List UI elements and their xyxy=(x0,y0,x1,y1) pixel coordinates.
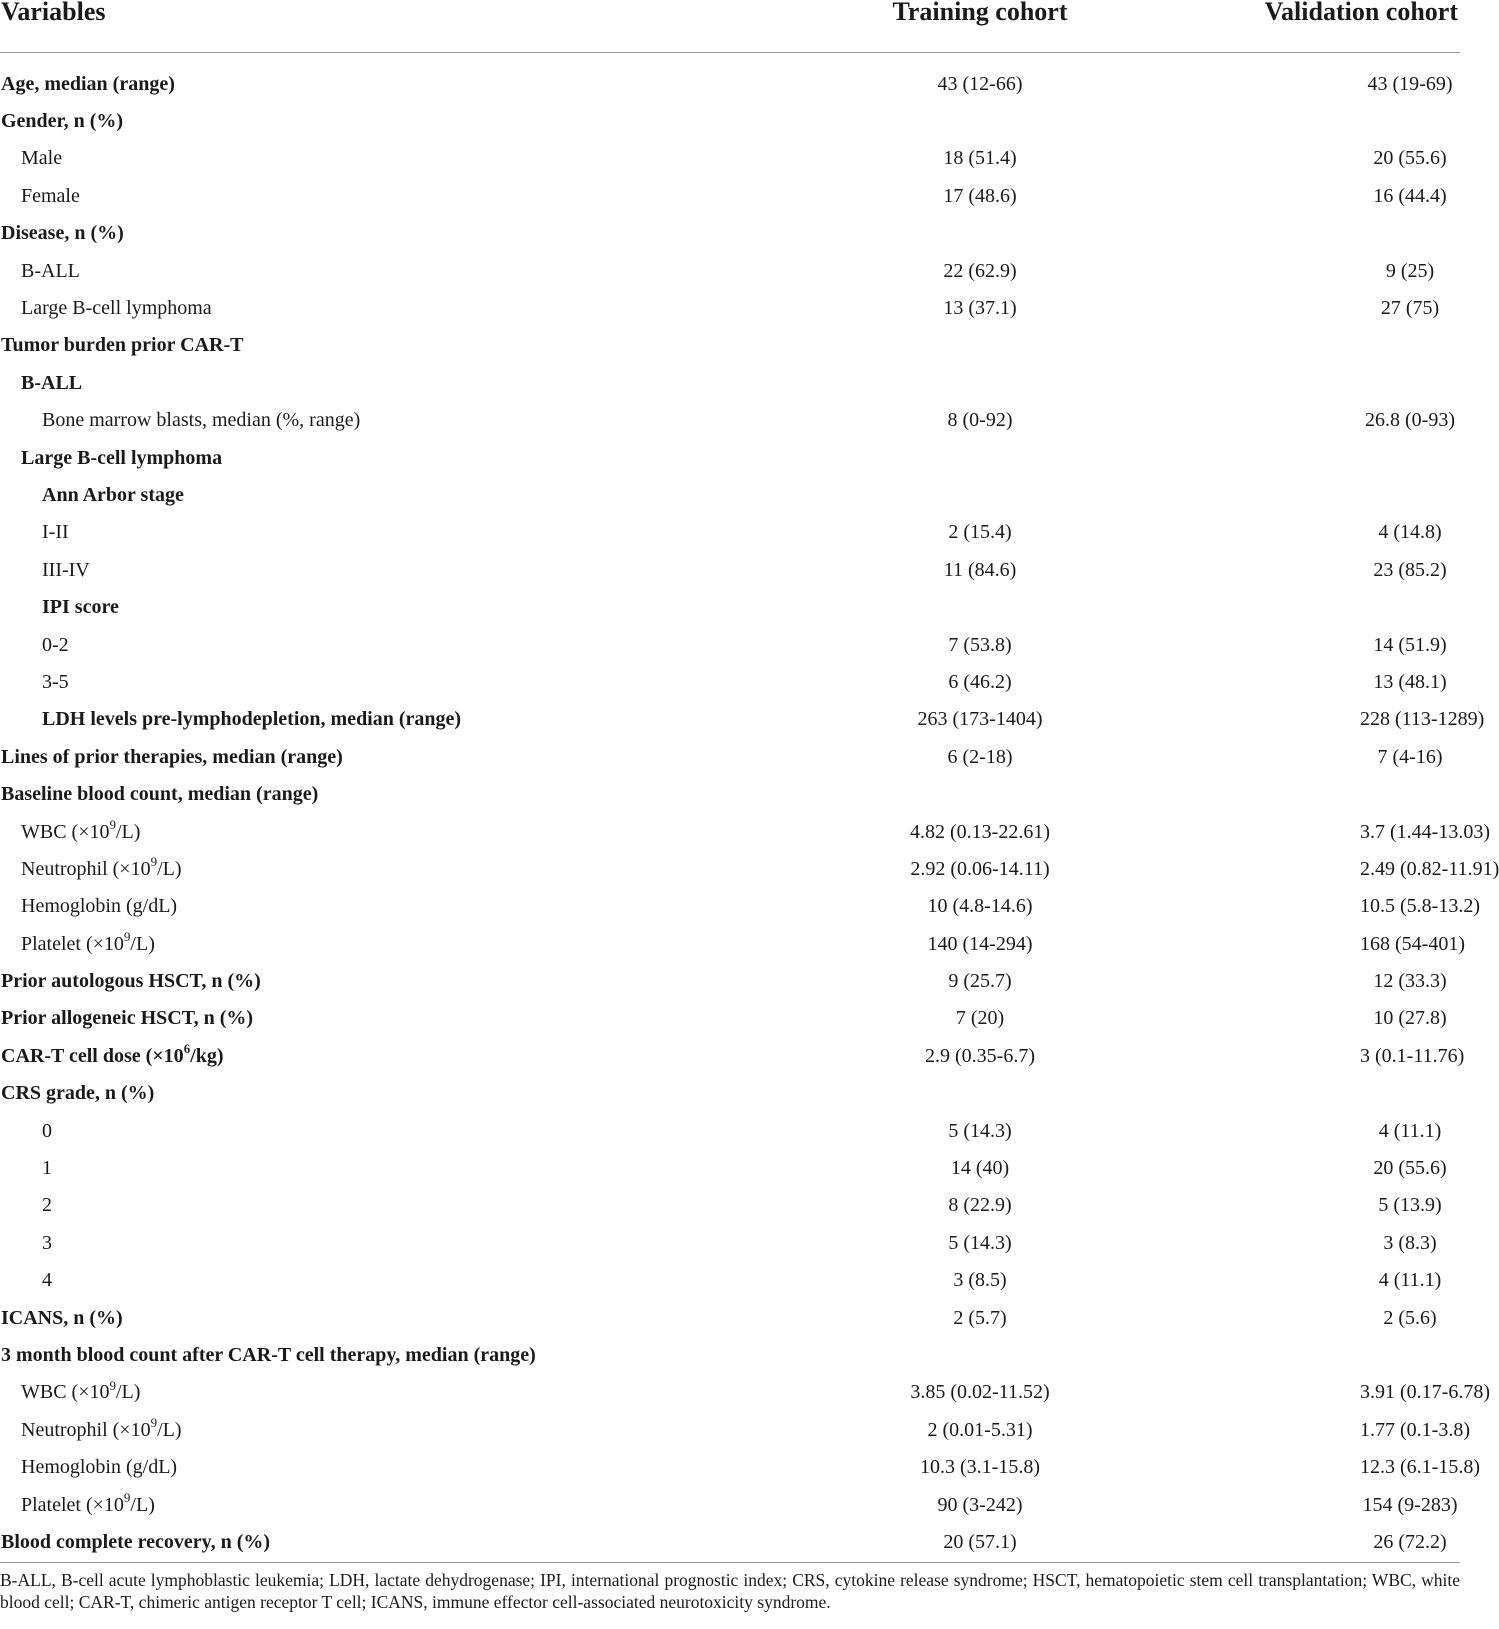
row-label-text: I-II xyxy=(42,521,69,544)
validation-cohort-value: 154 (9-283) xyxy=(1362,1493,1458,1516)
table-row xyxy=(0,1486,1460,1523)
row-label-text: Blood complete recovery, n (%) xyxy=(1,1530,271,1553)
row-label xyxy=(0,588,720,625)
row-label-suffix: /L) xyxy=(130,932,155,955)
row-label-superscript: 9 xyxy=(150,854,158,870)
row-label xyxy=(0,177,720,214)
row-label xyxy=(0,215,720,252)
training-cohort-value: 7 (20) xyxy=(955,1007,1005,1030)
validation-cohort-value: 43 (19-69) xyxy=(1367,72,1453,95)
table-row xyxy=(0,1374,1460,1411)
row-label xyxy=(0,140,720,177)
row-label-text: WBC (×10 xyxy=(21,820,110,843)
row-label xyxy=(0,252,720,289)
table-row xyxy=(0,1000,1460,1037)
table-row xyxy=(0,252,1460,289)
row-label xyxy=(0,1336,720,1373)
validation-cohort-value xyxy=(1090,327,1460,364)
validation-cohort-value xyxy=(1090,476,1460,513)
row-label xyxy=(0,551,720,588)
training-cohort-value: 11 (84.6) xyxy=(943,558,1017,581)
table-row xyxy=(0,925,1460,962)
validation-cohort-value: 20 (55.6) xyxy=(1373,1157,1447,1180)
table-row xyxy=(0,1336,1460,1373)
row-label-text: WBC (×10 xyxy=(21,1381,110,1404)
training-cohort-value: 3 (8.5) xyxy=(953,1269,1007,1292)
row-label xyxy=(0,663,720,700)
validation-cohort-value xyxy=(1090,215,1460,252)
validation-cohort-value xyxy=(1090,439,1460,476)
validation-cohort-value xyxy=(1090,775,1460,812)
training-cohort-value: 22 (62.9) xyxy=(943,259,1017,282)
table-row xyxy=(0,364,1460,401)
validation-cohort-value: 4 (11.1) xyxy=(1378,1119,1442,1142)
training-cohort-value: 263 (173-1404) xyxy=(917,708,1043,731)
row-label-text: 3 xyxy=(42,1231,52,1254)
row-label-text: Platelet (×10 xyxy=(21,1493,124,1516)
row-label-suffix: /kg) xyxy=(190,1044,224,1067)
table-row xyxy=(0,962,1460,999)
training-cohort-value xyxy=(720,1075,1090,1112)
validation-cohort-value: 23 (85.2) xyxy=(1373,558,1447,581)
table-row xyxy=(0,1149,1460,1186)
row-label xyxy=(0,289,720,326)
row-label xyxy=(0,1523,720,1560)
training-cohort-value: 18 (51.4) xyxy=(943,147,1017,170)
row-label xyxy=(0,1262,720,1299)
row-label xyxy=(0,1374,720,1411)
row-label xyxy=(0,1112,720,1149)
row-label-text: Hemoglobin (g/dL) xyxy=(21,1456,178,1479)
row-label-text: Gender, n (%) xyxy=(1,110,124,133)
validation-cohort-value: 12 (33.3) xyxy=(1373,970,1447,993)
validation-cohort-value: 228 (113-1289) xyxy=(1360,708,1485,731)
table-row xyxy=(0,1224,1460,1261)
training-cohort-value: 6 (46.2) xyxy=(948,670,1012,693)
table-row xyxy=(0,663,1460,700)
row-label-text: Prior allogeneic HSCT, n (%) xyxy=(1,1007,254,1030)
row-label-text: Hemoglobin (g/dL) xyxy=(21,895,178,918)
header-validation-cohort: Validation cohort xyxy=(1090,0,1460,53)
table-row xyxy=(0,738,1460,775)
table-row xyxy=(0,140,1460,177)
row-label xyxy=(0,1224,720,1261)
training-cohort-value: 43 (12-66) xyxy=(937,72,1023,95)
validation-cohort-value: 14 (51.9) xyxy=(1373,633,1447,656)
row-label xyxy=(0,888,720,925)
row-label-suffix: /L) xyxy=(130,1493,155,1516)
row-label-superscript: 9 xyxy=(123,929,131,945)
table-row xyxy=(0,813,1460,850)
validation-cohort-value: 20 (55.6) xyxy=(1373,147,1447,170)
row-label-text: Female xyxy=(21,184,80,207)
table-row xyxy=(0,1448,1460,1485)
table-row xyxy=(0,1112,1460,1149)
row-label-text: Platelet (×10 xyxy=(21,932,124,955)
validation-cohort-value: 1.77 (0.1-3.8) xyxy=(1360,1418,1470,1441)
training-cohort-value xyxy=(720,102,1090,139)
row-label xyxy=(0,962,720,999)
validation-cohort-value: 2 (5.6) xyxy=(1383,1306,1437,1329)
row-label xyxy=(0,53,720,103)
training-cohort-value xyxy=(720,215,1090,252)
validation-cohort-value xyxy=(1090,1075,1460,1112)
table-row xyxy=(0,289,1460,326)
table-row xyxy=(0,327,1460,364)
table-row xyxy=(0,588,1460,625)
row-label-text: 3-5 xyxy=(42,670,69,693)
row-label xyxy=(0,1000,720,1037)
training-cohort-value: 2 (15.4) xyxy=(948,521,1012,544)
table-row xyxy=(0,215,1460,252)
table-body xyxy=(0,53,1499,1561)
validation-cohort-value xyxy=(1090,588,1460,625)
table-row xyxy=(0,626,1460,663)
row-label-text: CAR-T cell dose (×10 xyxy=(1,1044,184,1067)
table-row xyxy=(0,850,1460,887)
training-cohort-value: 10.3 (3.1-15.8) xyxy=(920,1456,1040,1479)
validation-cohort-value: 12.3 (6.1-15.8) xyxy=(1360,1456,1480,1479)
table-footnote: B-ALL, B-cell acute lymphoblastic leukemia; LDH, lactate dehydrogenase; IPI, international prognostic index; CRS, cytokine release syndrome; HSCT, hematopoietic stem cell transplantation; WBC, white blood cell; CAR-T, chimeric antigen receptor T cell; ICANS, immune effector cell-associated neurotoxicity syndrome. xyxy=(0,1562,1460,1613)
training-cohort-value: 5 (14.3) xyxy=(948,1231,1012,1254)
header-training-cohort: Training cohort xyxy=(720,0,1090,53)
row-label-text: IPI score xyxy=(42,596,119,619)
table-row xyxy=(0,1075,1460,1112)
validation-cohort-value: 10 (27.8) xyxy=(1373,1007,1447,1030)
row-label-text: Neutrophil (×10 xyxy=(21,857,151,880)
training-cohort-value: 2.9 (0.35-6.7) xyxy=(925,1044,1035,1067)
row-label xyxy=(0,738,720,775)
row-label xyxy=(0,1411,720,1448)
row-label xyxy=(0,327,720,364)
training-cohort-value: 140 (14-294) xyxy=(927,932,1033,955)
row-label-superscript: 9 xyxy=(123,1489,131,1505)
row-label xyxy=(0,364,720,401)
row-label-text: Prior autologous HSCT, n (%) xyxy=(1,970,261,993)
training-cohort-value xyxy=(720,439,1090,476)
row-label xyxy=(0,775,720,812)
header-variables: Variables xyxy=(0,0,720,53)
table-row xyxy=(0,551,1460,588)
table-row xyxy=(0,1037,1460,1074)
validation-cohort-value: 3.91 (0.17-6.78) xyxy=(1360,1381,1490,1404)
row-label xyxy=(0,1486,720,1523)
table-row xyxy=(0,701,1460,738)
row-label-text: 2 xyxy=(42,1194,52,1217)
row-label-suffix: /L) xyxy=(116,820,141,843)
row-label-suffix: /L) xyxy=(157,1418,182,1441)
training-cohort-value: 5 (14.3) xyxy=(948,1119,1012,1142)
row-label-text: Neutrophil (×10 xyxy=(21,1418,151,1441)
training-cohort-value: 20 (57.1) xyxy=(943,1530,1017,1553)
table-row xyxy=(0,1187,1460,1224)
row-label-text: Tumor burden prior CAR-T xyxy=(1,334,244,357)
row-label-text: 3 month blood count after CAR-T cell therapy, median (range) xyxy=(1,1343,536,1366)
training-cohort-value xyxy=(720,327,1090,364)
validation-cohort-value: 5 (13.9) xyxy=(1378,1194,1442,1217)
validation-cohort-value: 3 (8.3) xyxy=(1383,1231,1437,1254)
validation-cohort-value: 13 (48.1) xyxy=(1373,670,1447,693)
table-row xyxy=(0,177,1460,214)
validation-cohort-value: 16 (44.4) xyxy=(1373,184,1447,207)
row-label-text: ICANS, n (%) xyxy=(1,1306,123,1329)
table-header-row xyxy=(0,0,1460,53)
validation-cohort-value: 10.5 (5.8-13.2) xyxy=(1360,895,1480,918)
row-label-superscript: 9 xyxy=(150,1415,158,1431)
training-cohort-value: 8 (0-92) xyxy=(947,409,1013,432)
row-label xyxy=(0,102,720,139)
training-cohort-value: 10 (4.8-14.6) xyxy=(927,895,1033,918)
row-label xyxy=(0,813,720,850)
training-cohort-value: 8 (22.9) xyxy=(948,1194,1012,1217)
row-label-text: 4 xyxy=(42,1269,52,1292)
row-label-text: Large B-cell lymphoma xyxy=(21,446,223,469)
validation-cohort-value: 168 (54-401) xyxy=(1360,932,1465,955)
table-row xyxy=(0,102,1460,139)
row-label-text: Large B-cell lymphoma xyxy=(21,297,212,320)
row-label-text: Baseline blood count, median (range) xyxy=(1,783,319,806)
table-row xyxy=(0,476,1460,513)
training-cohort-value: 2 (5.7) xyxy=(953,1306,1007,1329)
table-row xyxy=(0,888,1460,925)
table-row xyxy=(0,1523,1460,1560)
row-label xyxy=(0,402,720,439)
training-cohort-value: 4.82 (0.13-22.61) xyxy=(910,820,1050,843)
validation-cohort-value: 2.49 (0.82-11.91) xyxy=(1360,857,1499,880)
row-label xyxy=(0,1149,720,1186)
validation-cohort-value xyxy=(1090,364,1460,401)
table-row xyxy=(0,514,1460,551)
validation-cohort-value: 27 (75) xyxy=(1380,297,1440,320)
table-row xyxy=(0,1299,1460,1336)
training-cohort-value xyxy=(720,775,1090,812)
training-cohort-value: 17 (48.6) xyxy=(943,184,1017,207)
row-label xyxy=(0,850,720,887)
row-label xyxy=(0,439,720,476)
table-row xyxy=(0,402,1460,439)
training-cohort-value: 2 (0.01-5.31) xyxy=(927,1418,1033,1441)
table-row xyxy=(0,775,1460,812)
training-cohort-value: 3.85 (0.02-11.52) xyxy=(910,1381,1050,1404)
row-label-text: Male xyxy=(21,147,63,170)
row-label-text: LDH levels pre-lymphodepletion, median (range) xyxy=(42,708,462,731)
row-label-text: 1 xyxy=(42,1157,52,1180)
training-cohort-value xyxy=(720,364,1090,401)
training-cohort-value: 14 (40) xyxy=(950,1157,1010,1180)
row-label xyxy=(0,1187,720,1224)
row-label-text: 0-2 xyxy=(42,633,69,656)
row-label xyxy=(0,925,720,962)
row-label-text: III-IV xyxy=(42,558,90,581)
training-cohort-value xyxy=(720,588,1090,625)
row-label-superscript: 6 xyxy=(183,1041,191,1057)
row-label xyxy=(0,1299,720,1336)
row-label-suffix: /L) xyxy=(157,857,182,880)
row-label-text: B-ALL xyxy=(21,371,83,394)
row-label-text: Age, median (range) xyxy=(1,72,175,95)
row-label xyxy=(0,626,720,663)
training-cohort-value: 13 (37.1) xyxy=(943,297,1017,320)
row-label-superscript: 9 xyxy=(109,1377,116,1393)
row-label xyxy=(0,476,720,513)
row-label xyxy=(0,701,720,738)
validation-cohort-value: 26 (72.2) xyxy=(1373,1530,1447,1553)
validation-cohort-value: 4 (14.8) xyxy=(1378,521,1442,544)
row-label-text: Lines of prior therapies, median (range) xyxy=(1,745,343,768)
row-label-suffix: /L) xyxy=(116,1381,141,1404)
row-label xyxy=(0,1075,720,1112)
table-row xyxy=(0,1411,1460,1448)
table-row xyxy=(0,1262,1460,1299)
validation-cohort-value: 4 (11.1) xyxy=(1378,1269,1442,1292)
table-row xyxy=(0,439,1460,476)
row-label-text: 0 xyxy=(42,1119,52,1142)
training-cohort-value: 7 (53.8) xyxy=(948,633,1012,656)
training-cohort-value: 2.92 (0.06-14.11) xyxy=(910,857,1050,880)
row-label-text: Ann Arbor stage xyxy=(42,483,184,506)
validation-cohort-value: 26.8 (0-93) xyxy=(1365,409,1455,432)
row-label-text: Bone marrow blasts, median (%, range) xyxy=(42,409,361,432)
row-label-superscript: 9 xyxy=(109,816,116,832)
training-cohort-value xyxy=(720,1336,1090,1373)
row-label xyxy=(0,1448,720,1485)
row-label-text: Disease, n (%) xyxy=(1,222,124,245)
row-label xyxy=(0,1037,720,1074)
row-label xyxy=(0,514,720,551)
training-cohort-value: 90 (3-242) xyxy=(937,1493,1023,1516)
row-label-text: CRS grade, n (%) xyxy=(1,1082,155,1105)
table-row xyxy=(0,53,1460,103)
validation-cohort-value xyxy=(1090,1336,1460,1373)
training-cohort-value xyxy=(720,476,1090,513)
row-label-text: B-ALL xyxy=(21,259,80,282)
training-cohort-value: 6 (2-18) xyxy=(947,745,1013,768)
validation-cohort-value: 7 (4-16) xyxy=(1377,745,1443,768)
training-cohort-value: 9 (25.7) xyxy=(948,970,1012,993)
validation-cohort-value: 3 (0.1-11.76) xyxy=(1360,1044,1465,1067)
validation-cohort-value: 3.7 (1.44-13.03) xyxy=(1360,820,1490,843)
validation-cohort-value: 9 (25) xyxy=(1385,259,1435,282)
validation-cohort-value xyxy=(1090,102,1460,139)
